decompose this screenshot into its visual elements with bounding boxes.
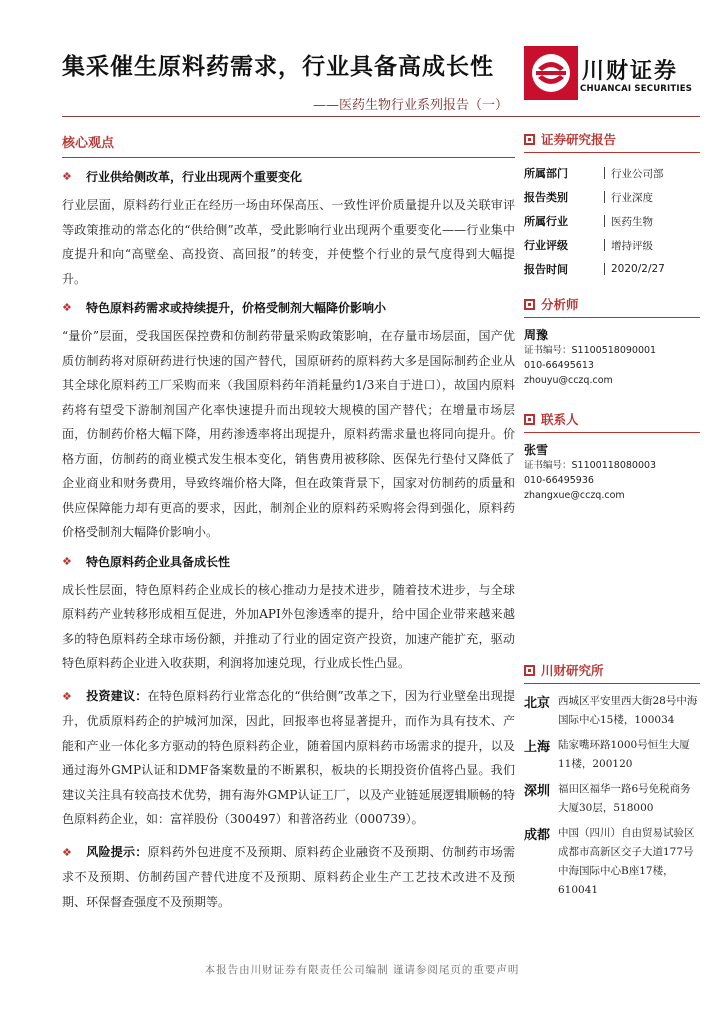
page-footer: 本报告由川财证券有限责任公司编制 谨请参阅尾页的重要声明: [204, 964, 520, 976]
analyst-name: 周豫: [524, 328, 549, 342]
report-info-heading: 证券研究报告: [524, 130, 700, 148]
section-square-icon: [524, 665, 535, 676]
sidebar-divider: [524, 432, 700, 433]
section-square-icon: [524, 299, 535, 310]
diamond-bullet-icon: ❖: [62, 689, 72, 703]
section-square-icon: [524, 414, 535, 425]
contact-email[interactable]: zhangxue@cczq.com: [524, 490, 625, 501]
company-logo: [524, 46, 699, 100]
sidebar-divider: [524, 317, 700, 318]
diamond-bullet-icon: ❖: [62, 301, 72, 314]
analyst-cert: 证书编号：S1100518090001: [524, 345, 657, 356]
office-shanghai: 上海 陆家嘴环路1000号恒生大厦11楼，200120: [524, 739, 690, 770]
core-view-column: [62, 132, 515, 922]
institute-heading: 川财研究所: [524, 661, 700, 679]
risk-warning: [62, 840, 515, 915]
info-row-industry: 所属行业 医药生物: [524, 215, 653, 228]
logo-mark-icon: [524, 46, 578, 100]
contact-heading: 联系人: [524, 410, 700, 428]
section-body-growth: 成长性层面，特色原料药企业成长的核心推动力是技术进步，随着技术进步，与全球原料药产业转移形成相互促进，外加API外包渗透率的提升，给中国企业带来越来越多的特色原料药全球市场份额，并推动了行业的固定资产投资，加速产能扩充，驱动特色原料药企业进入收获期，利润将加速兑现，行业成长性凸显。: [62, 582, 515, 670]
logo-text-en: CHUANCAI SECURITIES: [580, 84, 693, 94]
sidebar: [524, 130, 700, 906]
report-subtitle: ——医药生物行业系列报告（一）: [312, 98, 508, 113]
section-square-icon: [524, 134, 535, 145]
contact-name: 张雪: [524, 443, 549, 457]
section-heading-supply: ❖ 行业供给侧改革，行业出现两个重要变化: [62, 170, 303, 184]
analyst-email[interactable]: zhouyu@cczq.com: [524, 375, 613, 386]
office-chengdu: 成都 中国（四川）自由贸易试验区成都市高新区交子大道177号中海国际中心B座17楼，610041: [524, 827, 695, 896]
section-body-supply: 行业层面，原料药行业正在经历一场由环保高压、一致性评价质量提升以及关联审评等政策推动的常态化的“供给侧”改革，受此影响行业出现两个重要变化——行业集中度提升和向“高壁垒、高投资、高回报”的转变，并使整个行业的景气度得到大幅提升。: [62, 198, 515, 286]
info-row-rating: 行业评级 增持评级: [524, 239, 653, 252]
report-title: 集采催生原料药需求，行业具备高成长性: [62, 54, 494, 80]
diamond-bullet-icon: ❖: [62, 845, 72, 859]
diamond-bullet-icon: ❖: [62, 554, 72, 568]
contact-phone: 010-66495936: [524, 475, 594, 486]
office-beijing: 北京 西城区平安里西大街28号中海国际中心15楼，100034: [524, 695, 698, 726]
header-divider: [62, 116, 700, 117]
contact-cert: 证书编号：S1100118080003: [524, 460, 657, 471]
investment-body: 在特色原料药行业常态化的“供给侧”改革之下，因为行业壁垒出现提升，优质原料药企的护城河加深，因此，回报率也将显著提升，而作为具有技术、产能和产业一体化多方驱动的特色原料药企业，随着国内原料药市场需求的提升，以及通过海外GMP认证和DMF备案数量的不断累积，板块的长期投资价值将凸显。我们建议关注具有较高技术优势，拥有海外GMP认证工厂，以及产业链延展逻辑顺畅的特色原料药企业，如：富祥股份（300497）和普洛药业（000739）。: [62, 688, 515, 826]
info-row-category: 报告类别 行业深度: [524, 191, 653, 204]
section-heading-growth: ❖ 特色原料药企业具备成长性: [62, 554, 231, 569]
info-row-department: 所属部门 行业公司部: [524, 167, 664, 180]
diamond-bullet-icon: ❖: [62, 170, 72, 183]
investment-advice: [62, 684, 515, 832]
sidebar-divider: [524, 683, 700, 684]
info-row-date: 报告时间 2020/2/27: [524, 263, 665, 276]
risk-body: 原料药外包进度不及预期、原料药企业融资不及预期、仿制药市场需求不及预期、仿制药国产替代进度不及预期、原料药企业生产工艺技术改进不及预期、环保督查强度不及预期等。: [62, 844, 515, 909]
risk-label: 风险提示：: [86, 844, 148, 859]
core-view-heading: 核心观点: [62, 136, 115, 151]
section-heading-demand: ❖ 特色原料药需求或持续提升，价格受制剂大幅降价影响小: [62, 301, 387, 315]
sidebar-divider: [524, 152, 700, 153]
office-shenzhen: 深圳 福田区福华一路6号免税商务大厦30层，518000: [524, 783, 691, 814]
core-view-divider: [62, 157, 515, 158]
section-body-demand: “量价”层面，受我国医保控费和仿制药带量采购政策影响，在存量市场层面，国产优质仿制药将对原研药进行快速的国产替代，国原研药的原料药大多是国际制药企业从其全球化原料药工厂采购而来（我国原料药年消耗量约1/3来自于进口），故国内原料药将有望受下游制剂国产化率快速提升而出现较大规模的国产替代；在增量市场层面，仿制药价格大幅下降，用药渗透率将出现提升，原料药需求量也将同向提升。价格方面，仿制药的商业模式发生根本变化，销售费用被移除、医保先行垫付又降低了企业商业和财务费用，导致终端价格大降，但在政策背景下，国家对仿制药的质量和供应保障能力却有更高的要求，因此，制剂企业的原料药采购将会得到强化，原料药价格受制剂大幅降价影响小。: [62, 329, 515, 539]
logo-text-cn: 川财证券: [582, 59, 679, 84]
investment-label: 投资建议：: [86, 688, 148, 703]
analyst-heading: 分析师: [524, 295, 700, 313]
analyst-phone: 010-66495613: [524, 360, 594, 371]
